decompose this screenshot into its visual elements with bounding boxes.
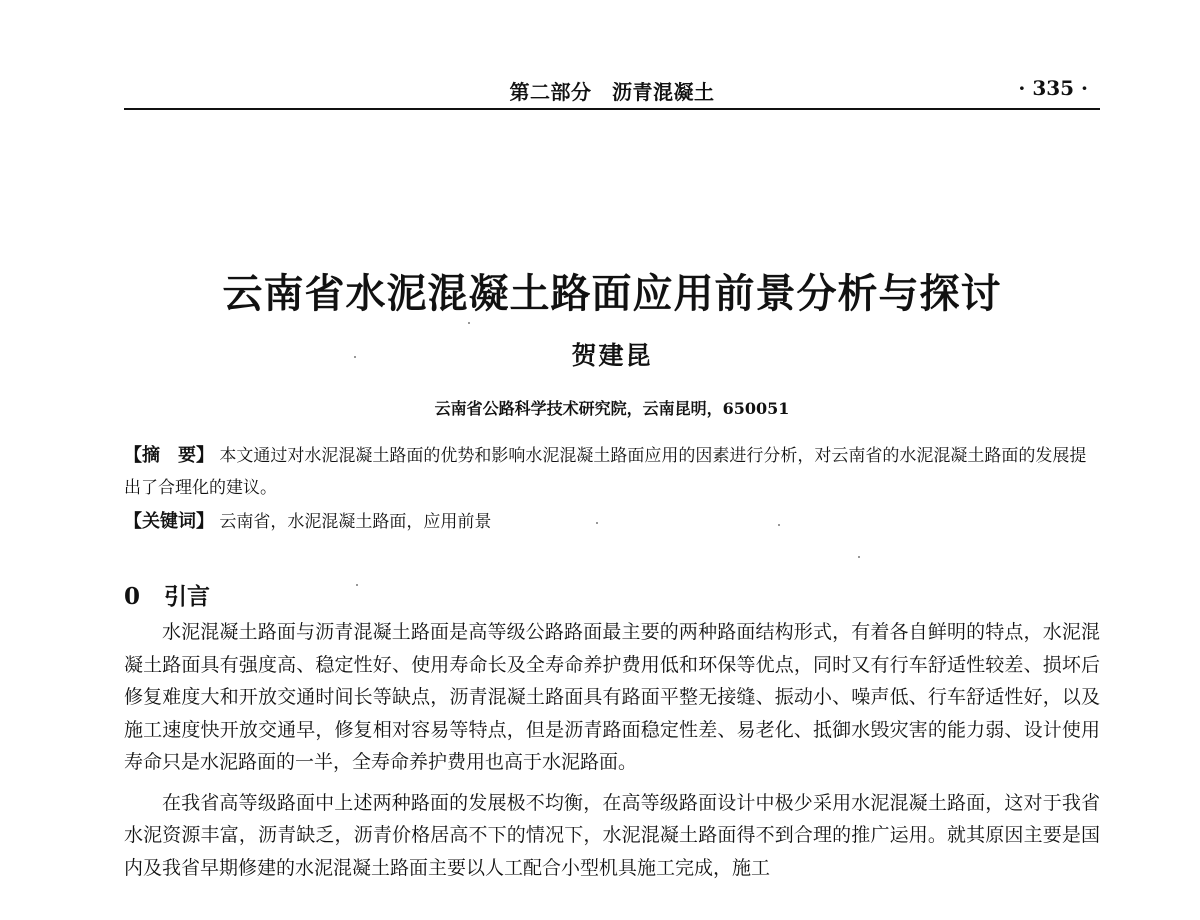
scan-speck <box>596 522 598 524</box>
section-heading <box>124 578 210 611</box>
keywords-label: 【关键词】 <box>124 511 214 532</box>
scan-speck <box>468 322 470 324</box>
running-header <box>124 76 1100 104</box>
header-section-title: 第二部分 沥青混凝土 <box>509 80 715 104</box>
author-affiliation: 云南省公路科学技术研究院，云南昆明，650051 <box>434 399 790 418</box>
scan-speck <box>858 556 860 558</box>
abstract-label: 【摘 要】 <box>124 445 214 466</box>
section-number: 0 <box>124 583 141 610</box>
paper-author: 贺建昆 <box>571 341 653 370</box>
header-page-number: · 335 · <box>1018 76 1088 100</box>
keywords-text: 云南省，水泥混凝土路面，应用前景 <box>219 512 492 532</box>
abstract <box>124 440 1100 504</box>
scan-speck <box>356 584 358 586</box>
scan-speck <box>778 524 780 526</box>
paper-title: 云南省水泥混凝土路面应用前景分析与探讨 <box>222 270 1002 317</box>
body-text <box>124 616 1100 892</box>
header-rule <box>124 108 1100 110</box>
keywords <box>124 506 1100 538</box>
scan-speck <box>354 356 356 358</box>
section-title: 引言 <box>164 583 211 610</box>
paragraph: 水泥混凝土路面与沥青混凝土路面是高等级公路路面最主要的两种路面结构形式，有着各自鲜明的特点，水泥混凝土路面具有强度高、稳定性好、使用寿命长及全寿命养护费用低和环保等优点，同时又有行车舒适性较差、损坏后修复难度大和开放交通时间长等缺点，沥青混凝土路面具有路面平整无接缝、振动小、噪声低、行车舒适性好，以及施工速度快开放交通早，修复相对容易等特点，但是沥青路面稳定性差、易老化、抵御水毁灾害的能力弱、设计使用寿命只是水泥路面的一半，全寿命养护费用也高于水泥路面。 <box>124 621 1100 773</box>
abstract-text: 本文通过对水泥混凝土路面的优势和影响水泥混凝土路面应用的因素进行分析，对云南省的水泥混凝土路面的发展提出了合理化的建议。 <box>124 446 1087 498</box>
paragraph: 在我省高等级路面中上述两种路面的发展极不均衡，在高等级路面设计中极少采用水泥混凝土路面，这对于我省水泥资源丰富，沥青缺乏，沥青价格居高不下的情况下，水泥混凝土路面得不到合理的推广运用。就其原因主要是国内及我省早期修建的水泥混凝土路面主要以人工配合小型机具施工完成，施工 <box>124 791 1100 879</box>
